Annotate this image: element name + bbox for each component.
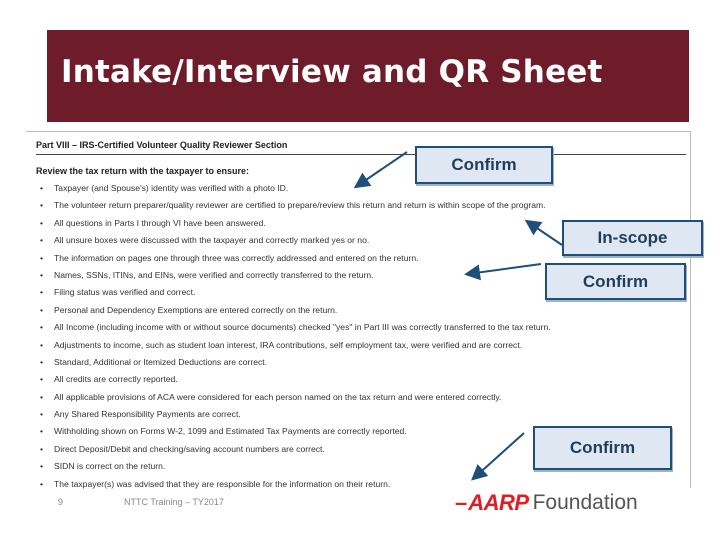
bullet-icon: • [40,374,44,385]
bullet-icon: • [40,478,44,489]
checklist-item-text: Filing status was verified and correct. [54,287,196,298]
form-section-heading: Part VIII – IRS-Certified Volunteer Quality Reviewer Section [36,140,686,155]
bullet-icon: • [40,409,44,420]
arrow-confirm-id [357,152,407,186]
logo-dash-icon: – [455,490,468,515]
checklist-item-text: SIDN is correct on the return. [54,461,166,472]
checklist-item-text: All unsure boxes were discussed with the taxpayer and correctly marked yes or no. [54,235,370,246]
bullet-icon: • [40,356,44,367]
arrow-in-scope [528,222,562,245]
checklist-item-text: All applicable provisions of ACA were considered for each person named on the tax return and were entered correctly. [54,391,502,402]
checklist-item-text: The volunteer return preparer/quality reviewer are certified to prepare/review this return and return is within scope of the program. [54,200,546,211]
checklist-item-text: All questions in Parts I through VI have been answered. [54,217,266,228]
bullet-icon: • [40,339,44,350]
bullet-icon: • [40,443,44,454]
callout-confirm-names: Confirm [545,263,686,300]
bullet-icon: • [40,391,44,402]
callout-confirm-responsibility: Confirm [533,426,672,470]
checklist-item-text: Withholding shown on Forms W-2, 1099 and Estimated Tax Payments are correctly reported. [54,426,407,437]
bullet-icon: • [40,287,44,298]
aarp-foundation-logo [455,490,638,516]
bullet-icon: • [40,183,44,193]
checklist-item-text: The information on pages one through three was correctly addressed and entered on the return. [54,252,419,263]
checklist-item-text: Taxpayer (and Spouse's) identity was verified with a photo ID. [54,183,289,193]
bullet-icon: • [40,200,44,211]
logo-brand: AARP [468,490,529,515]
form-intro: Review the tax return with the taxpayer to ensure: [36,166,250,176]
footer-training-label: NTTC Training – TY2017 [124,497,224,507]
checklist-item-text: Any Shared Responsibility Payments are correct. [54,409,241,420]
checklist-item-text: All Income (including income with or without source documents) checked "yes" in Part III was correctly transferred to the tax return. [54,322,551,333]
page-number: 9 [58,497,64,507]
checklist-item-text: All credits are correctly reported. [54,374,178,385]
slide-title: Intake/Interview and QR Sheet [61,54,603,90]
checklist-item-text: Adjustments to income, such as student loan interest, IRA contributions, self employment tax, were verified and are correct. [54,339,523,350]
arrow-confirm-responsible [474,433,524,478]
checklist-item-text: The taxpayer(s) was advised that they are responsible for the information on their return. [54,478,391,489]
bullet-icon: • [40,235,44,246]
bullet-icon: • [40,461,44,472]
callout-in-scope: In-scope [562,220,703,256]
checklist-item-text: Names, SSNs, ITINs, and EINs, were verified and correctly transferred to the return. [54,269,374,280]
callout-confirm-identity: Confirm [415,146,553,184]
bullet-icon: • [40,304,44,315]
bullet-icon: • [40,252,44,263]
checklist-item-text: Direct Deposit/Debit and checking/saving account numbers are correct. [54,443,325,454]
bullet-icon: • [40,322,44,333]
bullet-icon: • [40,217,44,228]
bullet-icon: • [40,269,44,280]
logo-suffix: Foundation [532,491,638,514]
checklist-item-text: Personal and Dependency Exemptions are entered correctly on the return. [54,304,338,315]
bullet-icon: • [40,426,44,437]
arrow-confirm-names [468,264,541,274]
checklist-item-text: Standard, Additional or Itemized Deductions are correct. [54,356,268,367]
